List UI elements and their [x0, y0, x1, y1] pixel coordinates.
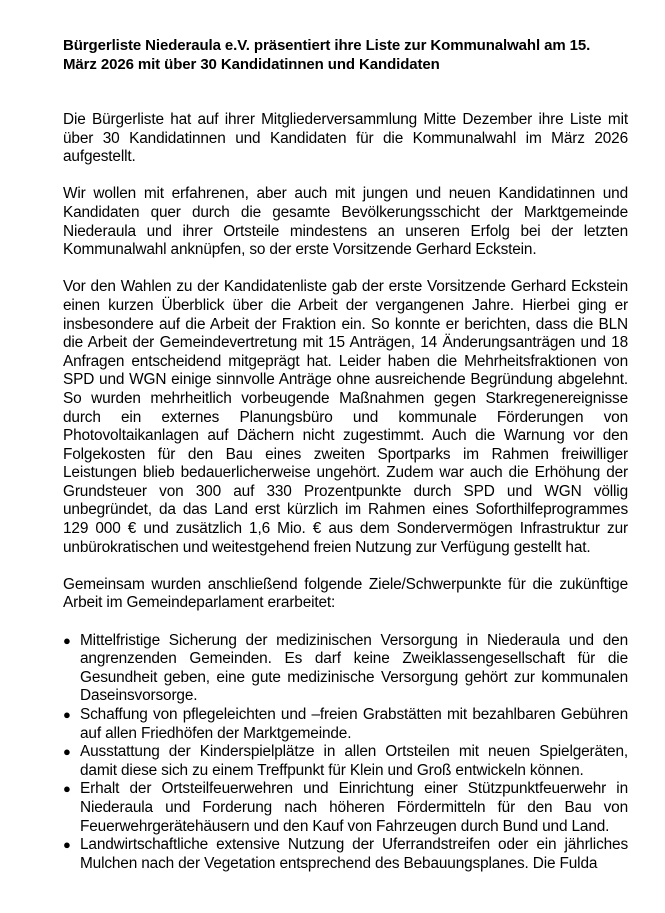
document-page	[63, 36, 628, 873]
paragraph-goals-intro: Gemeinsam wurden anschließend folgende Ziele/Schwerpunkte für die zukünftige Arbeit im Gemeindeparlament erarbeitet:	[63, 575, 628, 612]
paragraph-review: Vor den Wahlen zu der Kandidatenliste gab der erste Vorsitzende Gerhard Eckstein einen kurzen Überblick über die Arbeit der vergangenen Jahre. Hierbei ging er insbesondere auf die Arbeit der Fraktion ein. So konnte er berichten, dass die BLN die Arbeit der Gemeindevertretung mit 15 Anträgen, 14 Änderungsanträgen und 18 Anfragen entscheidend mitgeprägt hat. Leider haben die Mehrheitsfraktionen von SPD und WGN einige sinnvolle Anträge ohne ausreichende Begründung abgelehnt. So wurden mehrheitlich vorbeugende Maßnahmen gegen Starkregenereignisse durch ein externes Planungsbüro und kommunale Förderungen von Photovoltaikanlagen auf Dächern nicht zugestimmt. Auch die Warnung vor den Folgekosten für den Bau eines zweiten Sportparks im Rahmen freiwilliger Leistungen blieb bedauerlicherweise ungehört. Zudem war auch die Erhöhung der Grundsteuer von 300 auf 330 Prozentpunkte durch SPD und WGN völlig unbegründet, da das Land erst kürzlich im Rahmen eines Soforthilfeprogrammes 129 000 € und zusätzlich 1,6 Mio. € aus dem Sondervermögen Infrastruktur zur unbürokratischen und weitestgehend freien Nutzung zur Verfügung gestellt hat.	[63, 278, 628, 556]
bullet-icon: ●	[63, 781, 71, 797]
list-item	[63, 706, 628, 743]
list-item	[63, 780, 628, 836]
paragraph-intro: Die Bürgerliste hat auf ihrer Mitgliederversammlung Mitte Dezember ihre Liste mit über 30 Kandidatinnen und Kandidaten für die Kommunalwahl im März 2026 aufgestellt.	[63, 111, 628, 166]
list-item	[63, 743, 628, 780]
document-title: Bürgerliste Niederaula e.V. präsentiert ihre Liste zur Kommunalwahl am 15. März 2026 mit über 30 Kandidatinnen und Kandidaten	[63, 37, 591, 73]
list-item-text: Schaffung von pflegeleichten und –freien Grabstätten mit bezahlbaren Gebühren auf allen Friedhöfen der Marktgemeinde.	[80, 706, 628, 742]
bullet-icon: ●	[63, 837, 71, 853]
list-item-text: Landwirtschaftliche extensive Nutzung der Uferrandstreifen oder ein jährliches Mulchen nach der Vegetation entsprechend des Bebauungsplanes. Die Fulda	[80, 836, 628, 872]
list-item	[63, 632, 628, 706]
paragraph-candidates: Wir wollen mit erfahrenen, aber auch mit jungen und neuen Kandidatinnen und Kandidaten quer durch die gesamte Bevölkerungsschicht der Marktgemeinde Niederaula und ihrer Ortsteile mindestens an unseren Erfolg bei der letzten Kommunalwahl anknüpfen, so der erste Vorsitzende Gerhard Eckstein.	[63, 185, 628, 259]
list-item-text: Mittelfristige Sicherung der medizinischen Versorgung in Niederaula und den angrenzenden Gemeinden. Es darf keine Zweiklassengesellschaft für die Gesundheit geben, eine gute medizinische Versorgung gehört zur kommunalen Daseinsvorsorge.	[80, 631, 628, 705]
bullet-icon: ●	[63, 744, 71, 760]
bullet-icon: ●	[63, 632, 71, 648]
list-item-text: Erhalt der Ortsteilfeuerwehren und Einrichtung einer Stützpunktfeuerwehr in Niederaula und Forderung nach höheren Fördermitteln für den Bau von Feuerwehrgerätehäusern und den Kauf von Fahrzeugen durch Bund und Land.	[80, 780, 628, 835]
bullet-icon: ●	[63, 707, 71, 722]
list-item-text: Ausstattung der Kinderspielplätze in allen Ortsteilen mit neuen Spielgeräten, damit diese sich zu einem Treffpunkt für Klein und Groß entwickeln können.	[80, 743, 628, 779]
goals-list	[63, 632, 628, 874]
list-item	[63, 836, 628, 873]
